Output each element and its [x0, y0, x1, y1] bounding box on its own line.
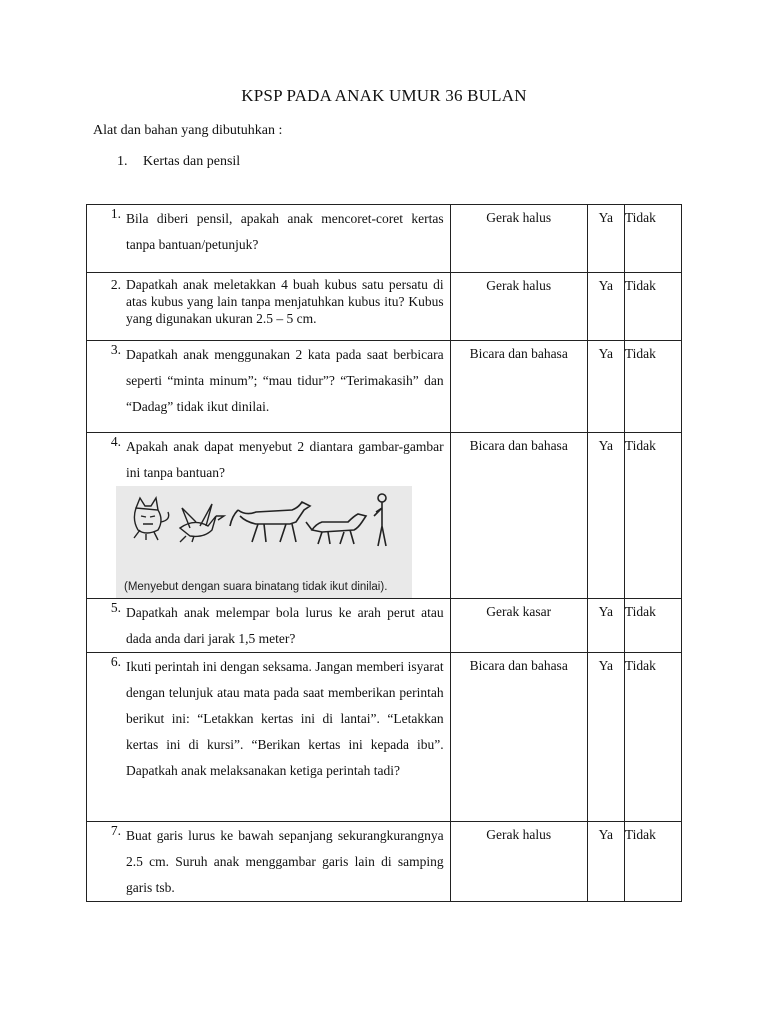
question-text: Bila diberi pensil, apakah anak mencoret-coret kertas tanpa bantuan/petunjuk? [126, 211, 444, 252]
table-row [87, 205, 682, 273]
question-number: 7. [110, 823, 121, 838]
aspect-cell: Gerak halus [450, 273, 587, 341]
question-text: Dapatkah anak melempar bola lurus ke arah perut atau dada anda dari jarak 1,5 meter? [126, 605, 444, 646]
picture-caption: (Menyebut dengan suara binatang tidak ikut dinilai). [124, 581, 388, 593]
bird-drawing [180, 504, 224, 542]
answer-yes[interactable]: Ya [587, 273, 624, 341]
question-cell [87, 273, 451, 341]
question-cell [87, 341, 451, 433]
question-cell [87, 599, 451, 653]
answer-no[interactable]: Tidak [624, 341, 681, 433]
answer-no[interactable]: Tidak [624, 599, 681, 653]
question-cell [87, 822, 451, 902]
aspect-cell: Gerak halus [450, 205, 587, 273]
materials-heading: Alat dan bahan yang dibutuhkan : [93, 123, 283, 138]
question-number: 2. [110, 277, 121, 292]
answer-yes[interactable]: Ya [587, 653, 624, 822]
aspect-cell: Bicara dan bahasa [450, 433, 587, 599]
question-text: Apakah anak dapat menyebut 2 diantara gambar-gambar ini tanpa bantuan? [126, 439, 444, 480]
table-row [87, 341, 682, 433]
question-number: 4. [110, 434, 121, 449]
answer-yes[interactable]: Ya [587, 599, 624, 653]
materials-list-item [117, 154, 240, 170]
answer-no[interactable]: Tidak [624, 433, 681, 599]
person-drawing [374, 494, 386, 546]
table-row [87, 822, 682, 902]
table-row [87, 273, 682, 341]
table-row [87, 653, 682, 822]
kpsp-table [86, 204, 682, 902]
question-number: 3. [110, 342, 121, 357]
answer-yes[interactable]: Ya [587, 205, 624, 273]
question-text: Ikuti perintah ini dengan seksama. Jangan memberi isyarat dengan telunjuk atau mata pada saat memberikan perintah berikut ini: “Letakkan kertas ini di lantai”. “Letakkan kertas ini di kursi”. “Berikan kertas ini kepada ibu”. Dapatkah anak melaksanakan ketiga perintah tadi? [126, 659, 444, 778]
answer-yes[interactable]: Ya [587, 341, 624, 433]
aspect-cell: Gerak halus [450, 822, 587, 902]
question-text: Dapatkah anak menggunakan 2 kata pada saat berbicara seperti “minta minum”; “mau tidur”? “Terimakasih” dan “Dadag” tidak ikut dinilai. [126, 347, 444, 414]
question-text: Buat garis lurus ke bawah sepanjang sekurangkurangnya 2.5 cm. Suruh anak menggambar garis lain di samping garis tsb. [126, 828, 444, 895]
question-cell [87, 433, 451, 599]
question-cell [87, 653, 451, 822]
aspect-cell: Gerak kasar [450, 599, 587, 653]
answer-no[interactable]: Tidak [624, 273, 681, 341]
dog-drawing [306, 514, 366, 544]
question-cell [87, 205, 451, 273]
question-text: Dapatkah anak meletakkan 4 buah kubus satu persatu di atas kubus yang lain tanpa menjatuhkan kubus itu? Kubus yang digunakan ukuran 2.5 – 5 cm. [126, 277, 444, 326]
cat-drawing [134, 498, 169, 540]
answer-yes[interactable]: Ya [587, 433, 624, 599]
list-number: 1. [117, 154, 128, 169]
question-number: 5. [110, 600, 121, 615]
answer-no[interactable]: Tidak [624, 822, 681, 902]
answer-yes[interactable]: Ya [587, 822, 624, 902]
aspect-cell: Bicara dan bahasa [450, 653, 587, 822]
animals-picture [116, 486, 412, 598]
question-number: 6. [110, 654, 121, 669]
answer-no[interactable]: Tidak [624, 205, 681, 273]
page-title: KPSP PADA ANAK UMUR 36 BULAN [241, 86, 527, 105]
list-text: Kertas dan pensil [143, 154, 241, 169]
horse-drawing [230, 502, 310, 542]
answer-no[interactable]: Tidak [624, 653, 681, 822]
table-row [87, 599, 682, 653]
question-number: 1. [110, 206, 121, 221]
aspect-cell: Bicara dan bahasa [450, 341, 587, 433]
table-row [87, 433, 682, 599]
